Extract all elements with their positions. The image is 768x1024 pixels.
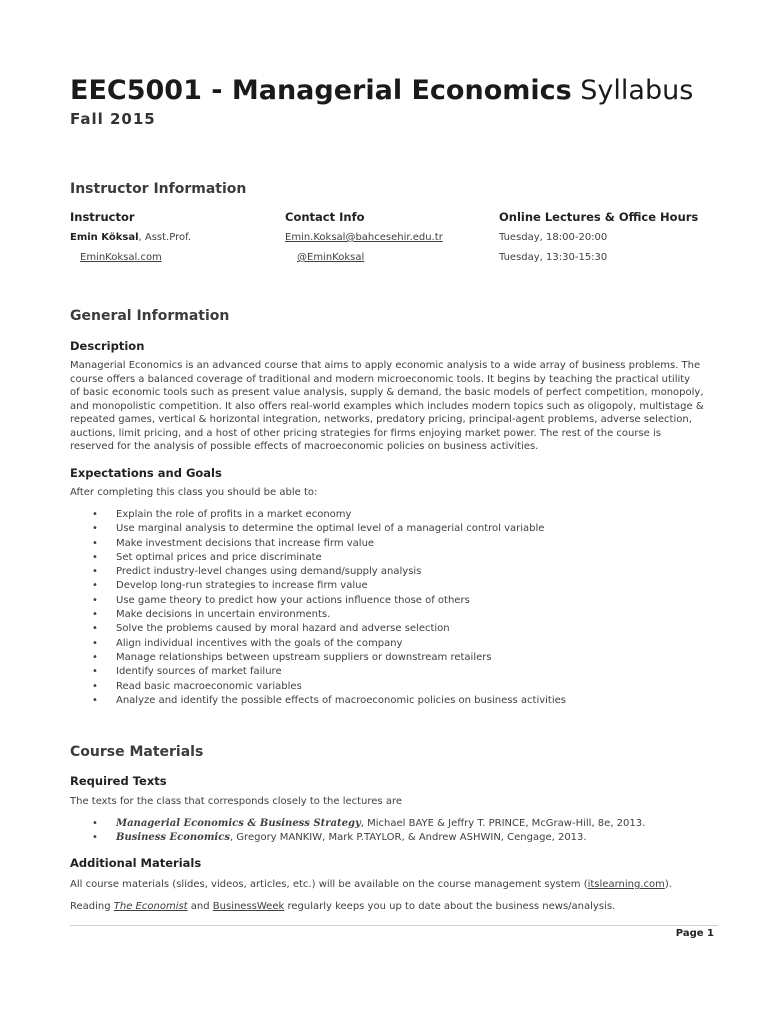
twitter-link[interactable]: @EminKoksal <box>297 252 365 263</box>
document-title <box>70 74 693 108</box>
reading-pre: Reading <box>70 901 114 912</box>
book-title: Managerial Economics & Business Strategy <box>116 818 361 829</box>
additional-text-pre: All course materials (slides, videos, articles, etc.) will be available on the course management system ( <box>70 879 588 890</box>
list-item <box>70 831 645 845</box>
book-details: , Gregory MANKIW, Mark P.TAYLOR, & Andrew ASHWIN, Cengage, 2013. <box>229 832 587 844</box>
required-texts-list <box>70 817 645 846</box>
list-item: • Manage relationships between upstream suppliers or downstream retailers <box>70 651 566 665</box>
description-line: Managerial Economics is an advanced course that aims to apply economic analysis to a wide array of business problems. The <box>70 360 701 371</box>
list-item: • Use game theory to predict how your actions influence those of others <box>70 594 566 608</box>
description-line: course offers a balanced coverage of traditional and modern microeconomic tools. It begins by teaching the practical utility <box>70 373 691 385</box>
description-heading: Description <box>70 339 145 353</box>
instructor-title: , Asst.Prof. <box>138 232 192 243</box>
list-item: • Use marginal analysis to determine the optimal level of a managerial control variable <box>70 522 566 536</box>
additional-materials-text <box>70 878 672 892</box>
office-hours-2: Tuesday, 13:30-15:30 <box>499 252 608 263</box>
economist-link[interactable]: The Economist <box>113 901 188 912</box>
book-title: Business Economics <box>116 832 230 844</box>
office-hours-1: Tuesday, 18:00-20:00 <box>499 232 608 243</box>
required-texts-intro: The texts for the class that corresponds closely to the lectures are <box>70 796 402 807</box>
description-paragraph <box>70 359 718 454</box>
required-texts-heading: Required Texts <box>70 774 167 788</box>
reading-post: regularly keeps you up to date about the business news/analysis. <box>284 901 616 912</box>
list-item: • Predict industry-level changes using demand/supply analysis <box>70 565 566 579</box>
hours-column-header: Online Lectures & Office Hours <box>499 210 699 224</box>
description-line: reserved for the analysis of possible effects of macroeconomic policies on business activities. <box>70 441 539 452</box>
reading-mid: and <box>187 901 213 912</box>
list-item: • Develop long-run strategies to increase firm value <box>70 579 566 593</box>
additional-text-post: ). <box>664 879 672 890</box>
businessweek-link[interactable]: BusinessWeek <box>212 901 285 912</box>
description-line: auctions, limit pricing, and a host of other pricing strategies for firms enjoying market power. The rest of the course is <box>70 427 661 439</box>
title-suffix: Syllabus <box>580 75 694 106</box>
list-item <box>70 817 645 831</box>
description-line: repeated games, vertical & horizontal integration, networks, predatory pricing, principal-agent problems, adverse selection, <box>70 414 692 425</box>
description-line: of basic economic tools such as present value analysis, supply & demand, the basic models of perfect competition, monopoly, <box>70 387 704 398</box>
general-info-heading: General Information <box>70 308 230 324</box>
book-details: , Michael BAYE & Jeffry T. PRINCE, McGraw-Hill, 8e, 2013. <box>360 818 646 829</box>
list-item: • Explain the role of profits in a market economy <box>70 508 566 522</box>
list-item: • Analyze and identify the possible effects of macroeconomic policies on business activities <box>70 694 566 708</box>
title-course: EEC5001 - Managerial Economics <box>70 75 572 106</box>
list-item: • Read basic macroeconomic variables <box>70 680 566 694</box>
goals-heading: Expectations and Goals <box>70 466 222 480</box>
list-item: • Solve the problems caused by moral hazard and adverse selection <box>70 622 566 636</box>
itslearning-link[interactable]: itslearning.com <box>587 879 665 890</box>
list-item: • Make decisions in uncertain environments. <box>70 608 566 622</box>
instructor-info-heading: Instructor Information <box>70 181 247 197</box>
list-item: • Align individual incentives with the goals of the company <box>70 637 566 651</box>
additional-materials-heading: Additional Materials <box>70 856 202 870</box>
website-link[interactable]: EminKoksal.com <box>80 252 162 263</box>
course-materials-heading: Course Materials <box>70 744 204 760</box>
email-link[interactable]: Emin.Koksal@bahcesehir.edu.tr <box>285 232 443 243</box>
instructor-name: Emin Köksal <box>70 232 139 243</box>
goals-intro: After completing this class you should be able to: <box>70 487 318 498</box>
footer-divider <box>70 925 718 926</box>
list-item: • Identify sources of market failure <box>70 665 566 679</box>
instructor-name-cell <box>70 232 191 243</box>
list-item: • Make investment decisions that increase firm value <box>70 537 566 551</box>
reading-text <box>70 900 615 914</box>
goals-list <box>70 508 566 708</box>
page-number: Page 1 <box>675 928 714 939</box>
term-label: Fall 2015 <box>70 110 156 128</box>
description-line: and monopolistic competition. It also offers real-world examples which includes modern topics such as oligopoly, multistage & <box>70 400 704 412</box>
list-item: • Set optimal prices and price discriminate <box>70 551 566 565</box>
contact-column-header: Contact Info <box>285 210 365 224</box>
instructor-column-header: Instructor <box>70 210 135 224</box>
